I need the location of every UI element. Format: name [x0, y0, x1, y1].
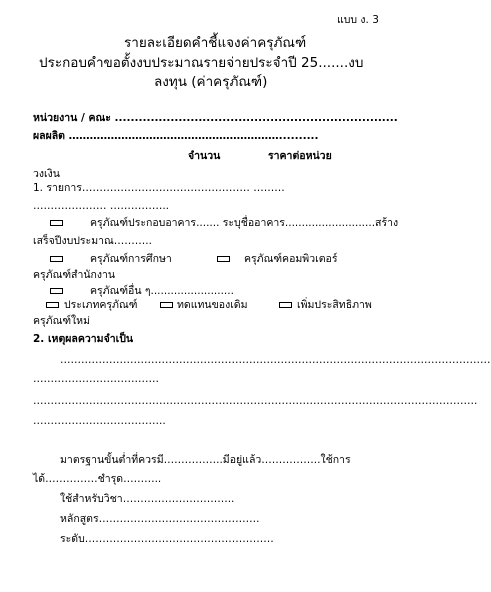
item-line[interactable]: 1. รายการ………………………………………… ………	[33, 182, 285, 194]
education-equipment-checkbox[interactable]	[50, 256, 63, 262]
subject-field[interactable]: ใช้สำหรับวิชา…………………………..	[60, 493, 235, 505]
replacement-checkbox[interactable]	[160, 302, 173, 308]
level-field[interactable]: ระดับ………………………………………………	[60, 533, 274, 545]
reason-line-1[interactable]: ……………………………………………………………………………………………………………	[60, 354, 491, 366]
course-field[interactable]: หลักสูตร……………………………………….	[60, 513, 260, 525]
agency-field[interactable]: หน่วยงาน / คณะ .......................................................................	[33, 112, 398, 124]
equipment-type-checkbox[interactable]	[46, 302, 59, 308]
reason-line-3[interactable]: ……………………………………………………………………………………………………………….	[33, 395, 478, 407]
office-equipment-label: ครุภัณฑ์สำนักงาน	[33, 269, 116, 281]
standard-line-2[interactable]: ได้……………ชำรุด………..	[33, 473, 162, 485]
equipment-type-label: ประเภทครุภัณฑ์	[64, 299, 138, 311]
output-field[interactable]: ผลผลิต ……………………………………………………..........	[33, 130, 319, 142]
unit-price-header: ราคาต่อหน่วย	[268, 150, 332, 162]
other-equipment-label: ครุภัณฑ์อื่น ๆ.........................	[90, 285, 234, 297]
other-equipment-checkbox[interactable]	[50, 288, 63, 294]
education-equipment-label: ครุภัณฑ์การศึกษา	[90, 253, 172, 265]
new-equipment-label: ครุภัณฑ์ใหม่	[33, 315, 91, 327]
reason-line-2[interactable]: ………………………………	[33, 373, 159, 385]
budget-label: วงเงิน	[33, 168, 60, 180]
title-line-3: ลงทุน (ค่าครุภัณฑ์)	[154, 74, 268, 90]
reason-line-4[interactable]: ………………………………..	[33, 415, 166, 427]
building-equipment-checkbox[interactable]	[50, 220, 63, 226]
computer-equipment-label: ครุภัณฑ์คอมพิวเตอร์	[244, 253, 338, 265]
computer-equipment-checkbox[interactable]	[217, 256, 230, 262]
building-equipment-label-cont: เสร็จปีงบประมาณ………..	[33, 235, 152, 247]
efficiency-checkbox[interactable]	[279, 302, 292, 308]
title-line-1: รายละเอียดคำชี้แจงค่าครุภัณฑ์	[124, 35, 307, 51]
replacement-label: ทดแทนของเดิม	[177, 299, 248, 311]
standard-line-1[interactable]: มาตรฐานขั้นต่ำที่ควรมี……………..มีอยู่แล้ว……………..ใช้การ	[60, 454, 351, 466]
form-code: แบบ ง. 3	[337, 14, 379, 26]
quantity-header: จำนวน	[188, 150, 221, 162]
efficiency-label: เพิ่มประสิทธิภาพ	[297, 299, 372, 311]
building-equipment-label: ครุภัณฑ์ประกอบอาคาร....... ระบุชื่ออาคาร...........................สร้าง	[90, 217, 399, 229]
item-line-2[interactable]: ………………… ……………..	[33, 200, 170, 212]
title-line-2: ประกอบคำขอตั้งงบประมาณรายจ่ายประจำปี 25.......งบ	[39, 55, 364, 71]
reason-heading: 2. เหตุผลความจำเป็น	[33, 333, 134, 345]
